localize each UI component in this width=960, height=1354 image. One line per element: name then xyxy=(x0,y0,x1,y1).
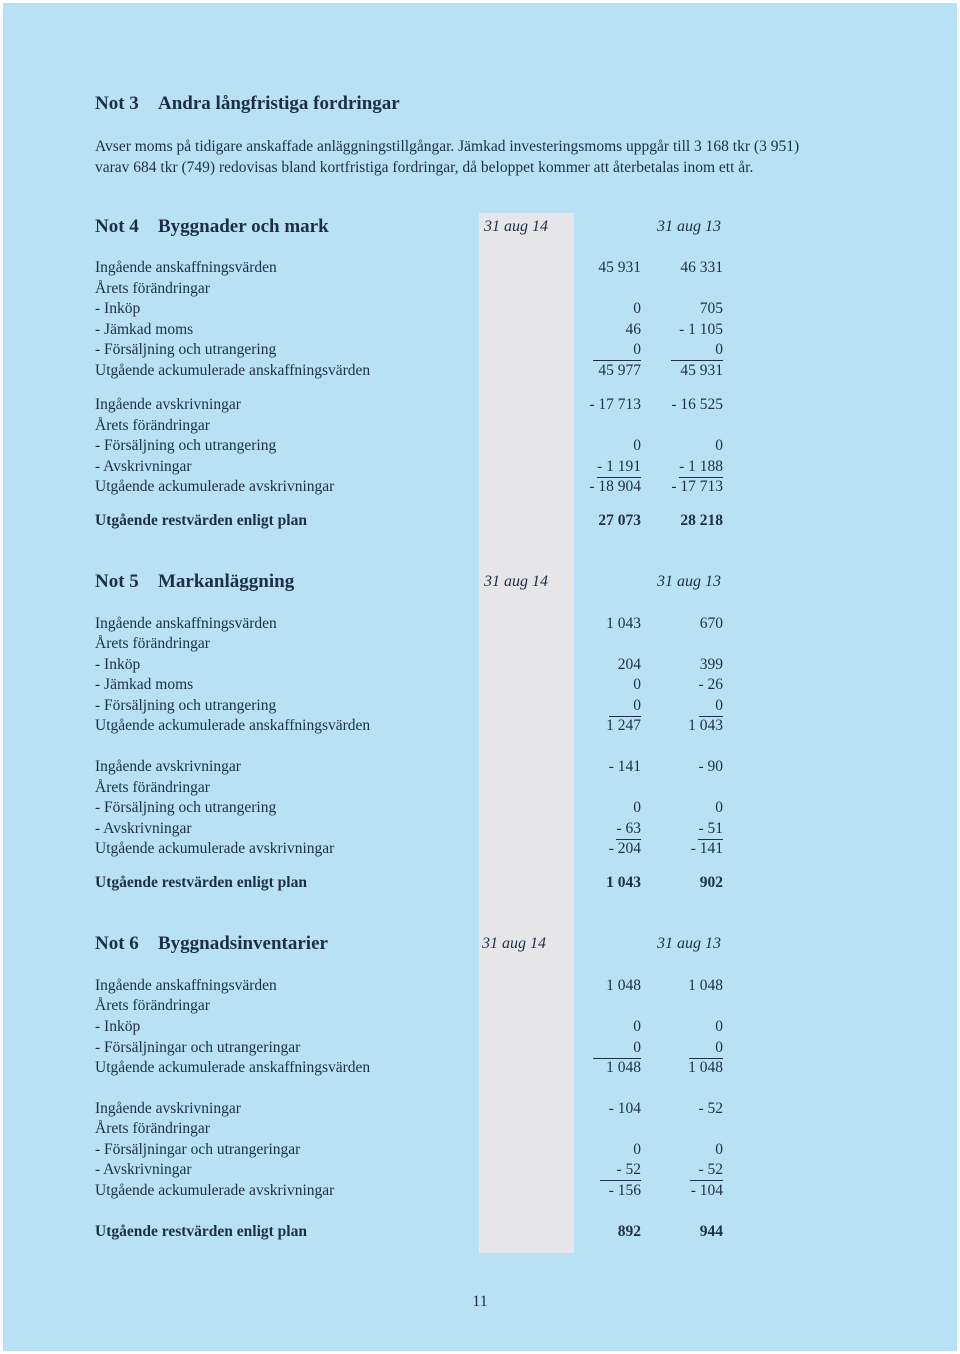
row-label: - Jämkad moms xyxy=(95,321,194,338)
note3-text-line2: varav 684 tkr (749) redovisas bland kortfristiga fordringar, då beloppet kommer att återbetalas inom ett år. xyxy=(95,159,754,176)
row-label: Utgående restvärden enligt plan xyxy=(95,874,307,891)
row-value-2013: - 51 xyxy=(698,819,723,840)
note4-number: Not 4 xyxy=(95,216,139,237)
row-label: Utgående ackumulerade avskrivningar xyxy=(95,478,335,495)
row-value-2013: 705 xyxy=(699,300,723,317)
row-label: - Försäljning och utrangering xyxy=(95,437,277,454)
note6-row xyxy=(95,1017,735,1037)
note4-heading: Byggnader och mark xyxy=(158,216,329,237)
row-value-2013: - 16 525 xyxy=(671,396,723,413)
row-value-2014: 1 043 xyxy=(606,874,641,891)
row-value-2014: - 104 xyxy=(608,1100,641,1117)
row-label: - Inköp xyxy=(95,1018,141,1035)
row-label: Årets förändringar xyxy=(95,417,210,434)
row-value-2014: - 17 713 xyxy=(589,396,641,413)
row-value-2013: - 52 xyxy=(690,1160,723,1181)
note4-title xyxy=(95,216,329,238)
row-label: Ingående anskaffningsvärden xyxy=(95,615,277,632)
note6-row xyxy=(95,1160,735,1180)
row-label: Utgående restvärden enligt plan xyxy=(95,512,307,529)
row-value-2014: 1 048 xyxy=(606,977,641,994)
row-value-2014: 0 xyxy=(593,340,641,361)
row-value-2013: - 26 xyxy=(698,676,723,693)
note6-number: Not 6 xyxy=(95,933,139,954)
note5-row xyxy=(95,634,735,654)
note3-title xyxy=(95,93,400,115)
note4-row xyxy=(95,299,735,319)
note4-row xyxy=(95,361,735,381)
note5-row xyxy=(95,614,735,634)
note4-row xyxy=(95,340,735,360)
note3-number: Not 3 xyxy=(95,93,139,114)
row-value-2014: 1 048 xyxy=(606,1059,641,1076)
note5-row xyxy=(95,839,735,859)
row-label: Utgående ackumulerade anskaffningsvärden xyxy=(95,717,371,734)
row-value-2013: - 1 105 xyxy=(679,321,723,338)
note6-heading: Byggnadsinventarier xyxy=(158,933,328,954)
row-value-2014: - 52 xyxy=(600,1160,641,1181)
row-label: - Försäljning och utrangering xyxy=(95,341,277,358)
row-value-2013: - 52 xyxy=(698,1100,723,1117)
note4-row xyxy=(95,279,735,299)
row-value-2014: - 1 191 xyxy=(597,457,641,478)
note6-row xyxy=(95,1099,735,1119)
row-label: - Jämkad moms xyxy=(95,676,194,693)
row-label: - Inköp xyxy=(95,300,141,317)
row-value-2014: - 156 xyxy=(608,1182,641,1199)
row-value-2013: - 104 xyxy=(690,1182,723,1199)
row-label: Utgående restvärden enligt plan xyxy=(95,1223,307,1240)
row-value-2014: 0 xyxy=(633,1018,641,1035)
note3-text-line1: Avser moms på tidigare anskaffade anläggningstillgångar. Jämkad investeringsmoms uppgår till 3 168 tkr (3 951) xyxy=(95,138,800,155)
note5-row xyxy=(95,757,735,777)
row-value-2014: 892 xyxy=(617,1223,641,1240)
row-value-2013: - 90 xyxy=(698,758,723,775)
note4-row xyxy=(95,477,735,497)
note6-row xyxy=(95,996,735,1016)
row-value-2014: 45 931 xyxy=(598,259,641,276)
note4-row xyxy=(95,416,735,436)
note5-title xyxy=(95,571,294,593)
note5-row xyxy=(95,716,735,736)
note6-row xyxy=(95,1038,735,1058)
row-label: Årets förändringar xyxy=(95,779,210,796)
row-value-2013: 1 043 xyxy=(688,717,723,734)
row-value-2013: 1 048 xyxy=(688,1059,723,1076)
row-value-2013: 0 xyxy=(715,799,723,816)
note3-text xyxy=(95,136,799,178)
row-value-2014: 0 xyxy=(593,1038,641,1059)
row-value-2014: 0 xyxy=(609,696,641,717)
row-value-2013: 670 xyxy=(699,615,723,632)
row-value-2013: 0 xyxy=(715,437,723,454)
row-label: Utgående ackumulerade anskaffningsvärden xyxy=(95,1059,371,1076)
row-value-2013: 46 331 xyxy=(680,259,723,276)
row-value-2013: 0 xyxy=(715,1141,723,1158)
note6-row xyxy=(95,1119,735,1139)
row-label: Utgående ackumulerade avskrivningar xyxy=(95,1182,335,1199)
note5-row xyxy=(95,778,735,798)
note5-col1-header: 31 aug 14 xyxy=(484,573,548,590)
note6-col1-header: 31 aug 14 xyxy=(482,935,546,952)
row-label: Ingående avskrivningar xyxy=(95,758,241,775)
row-value-2014: 0 xyxy=(633,300,641,317)
row-value-2014: 1 247 xyxy=(606,717,641,734)
row-label: Årets förändringar xyxy=(95,280,210,297)
row-value-2013: 0 xyxy=(699,696,723,717)
row-label: Årets förändringar xyxy=(95,997,210,1014)
note6-title xyxy=(95,933,328,955)
row-value-2014: 1 043 xyxy=(606,615,641,632)
row-value-2014: 0 xyxy=(633,1141,641,1158)
note5-number: Not 5 xyxy=(95,571,139,592)
note4-col1-header: 31 aug 14 xyxy=(484,218,548,235)
row-value-2013: 45 931 xyxy=(680,362,723,379)
note5-heading: Markanläggning xyxy=(158,571,295,592)
row-label: - Avskrivningar xyxy=(95,1161,192,1178)
row-value-2014: 0 xyxy=(633,676,641,693)
note5-total-row xyxy=(95,873,735,893)
row-label: Ingående anskaffningsvärden xyxy=(95,259,277,276)
row-label: Årets förändringar xyxy=(95,635,210,652)
row-label: Ingående anskaffningsvärden xyxy=(95,977,277,994)
page-number: 11 xyxy=(472,1293,488,1310)
row-value-2014: 27 073 xyxy=(598,512,641,529)
row-label: Årets förändringar xyxy=(95,1120,210,1137)
row-value-2013: - 17 713 xyxy=(671,478,723,495)
row-value-2013: 0 xyxy=(715,1018,723,1035)
note3-heading: Andra långfristiga fordringar xyxy=(158,93,400,114)
note4-row xyxy=(95,258,735,278)
note5-col2-header: 31 aug 13 xyxy=(657,573,721,590)
note5-row xyxy=(95,696,735,716)
row-label: Utgående ackumulerade anskaffningsvärden xyxy=(95,362,371,379)
note5-row xyxy=(95,819,735,839)
note5-row xyxy=(95,798,735,818)
row-value-2014: - 18 904 xyxy=(589,478,641,495)
note4-row xyxy=(95,457,735,477)
row-label: - Försäljning och utrangering xyxy=(95,697,277,714)
note6-row xyxy=(95,1181,735,1201)
row-value-2013: - 1 188 xyxy=(679,457,723,478)
row-value-2014: 0 xyxy=(633,437,641,454)
row-value-2014: 204 xyxy=(617,656,641,673)
note6-row xyxy=(95,1058,735,1078)
row-value-2014: 46 xyxy=(625,321,641,338)
row-label: - Avskrivningar xyxy=(95,458,192,475)
row-label: - Försäljning och utrangering xyxy=(95,799,277,816)
note6-row xyxy=(95,1140,735,1160)
note6-total-row xyxy=(95,1222,735,1242)
row-label: - Inköp xyxy=(95,656,141,673)
note6-col2-header: 31 aug 13 xyxy=(657,935,721,952)
row-value-2013: 0 xyxy=(689,1038,723,1059)
row-label: - Avskrivningar xyxy=(95,820,192,837)
note6-row xyxy=(95,976,735,996)
note4-total-row xyxy=(95,511,735,531)
note4-col2-header: 31 aug 13 xyxy=(657,218,721,235)
row-label: Utgående ackumulerade avskrivningar xyxy=(95,840,335,857)
row-label: - Försäljningar och utrangeringar xyxy=(95,1141,301,1158)
row-value-2014: 45 977 xyxy=(598,362,641,379)
note5-row xyxy=(95,655,735,675)
row-value-2013: 0 xyxy=(671,340,723,361)
row-label: Ingående avskrivningar xyxy=(95,1100,241,1117)
row-value-2013: - 141 xyxy=(690,840,723,857)
row-value-2014: 0 xyxy=(633,799,641,816)
note4-row xyxy=(95,395,735,415)
row-value-2013: 399 xyxy=(699,656,723,673)
row-value-2014: - 63 xyxy=(616,819,641,840)
row-value-2013: 902 xyxy=(699,874,723,891)
row-value-2013: 28 218 xyxy=(680,512,723,529)
row-label: Ingående avskrivningar xyxy=(95,396,241,413)
note5-row xyxy=(95,675,735,695)
row-value-2014: - 204 xyxy=(608,840,641,857)
row-label: - Försäljningar och utrangeringar xyxy=(95,1039,301,1056)
note4-row xyxy=(95,320,735,340)
note4-row xyxy=(95,436,735,456)
row-value-2013: 1 048 xyxy=(688,977,723,994)
row-value-2014: - 141 xyxy=(608,758,641,775)
row-value-2013: 944 xyxy=(699,1223,723,1240)
